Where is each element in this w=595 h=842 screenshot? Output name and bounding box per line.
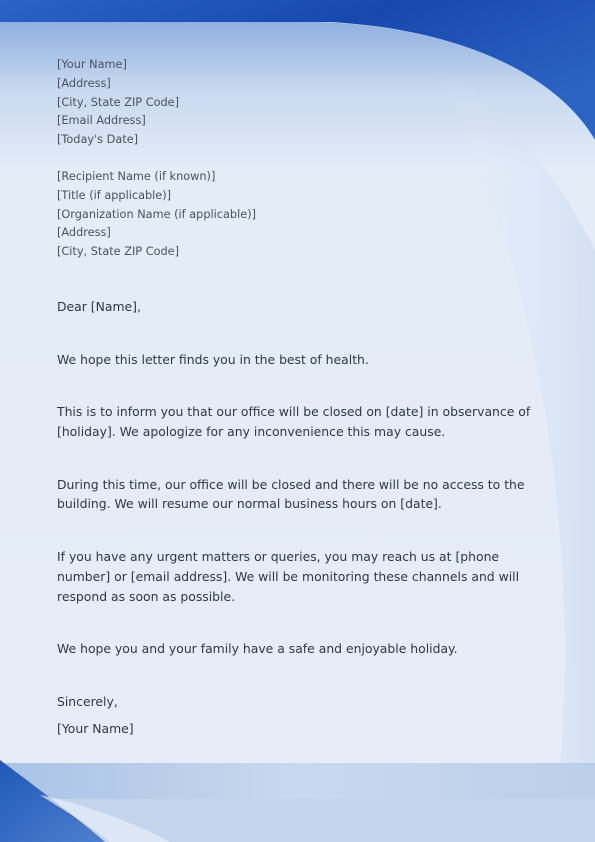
- sender-email: [Email Address]: [57, 114, 146, 128]
- paragraph-closure-notice: This is to inform you that our office will be closed on [date] in observance of [holiday]. We apologize for any inconvenience this may cause.: [57, 404, 531, 440]
- sender-address-block: [57, 56, 547, 150]
- recipient-address: [Address]: [57, 226, 111, 240]
- recipient-title: [Title (if applicable)]: [57, 188, 172, 202]
- signature: [Your Name]: [57, 720, 134, 736]
- sender-address: [Address]: [57, 76, 111, 90]
- sender-city-state-zip: [City, State ZIP Code]: [57, 95, 180, 109]
- sender-name: [Your Name]: [57, 58, 127, 71]
- recipient-address-block: [57, 168, 547, 262]
- salutation: Dear [Name],: [57, 298, 141, 314]
- paragraph-contact-info: If you have any urgent matters or queries, you may reach us at [phone number] or [email address]. We will be monitoring these channels and will respond as soon as possible.: [57, 549, 520, 604]
- paragraph-greeting: We hope this letter finds you in the best of health.: [57, 351, 369, 367]
- paragraph-well-wishes: We hope you and your family have a safe and enjoyable holiday.: [57, 641, 458, 657]
- recipient-name: [Recipient Name (if known)]: [57, 169, 216, 183]
- recipient-organization: [Organization Name (if applicable)]: [57, 207, 257, 221]
- paragraph-access-info: During this time, our office will be closed and there will be no access to the building. We will resume our normal business hours on [date].: [57, 476, 525, 512]
- letter-body: [57, 56, 547, 738]
- letter-date: [Today's Date]: [57, 133, 139, 147]
- closing: Sincerely,: [57, 694, 118, 709]
- recipient-city-state-zip: [City, State ZIP Code]: [57, 245, 180, 259]
